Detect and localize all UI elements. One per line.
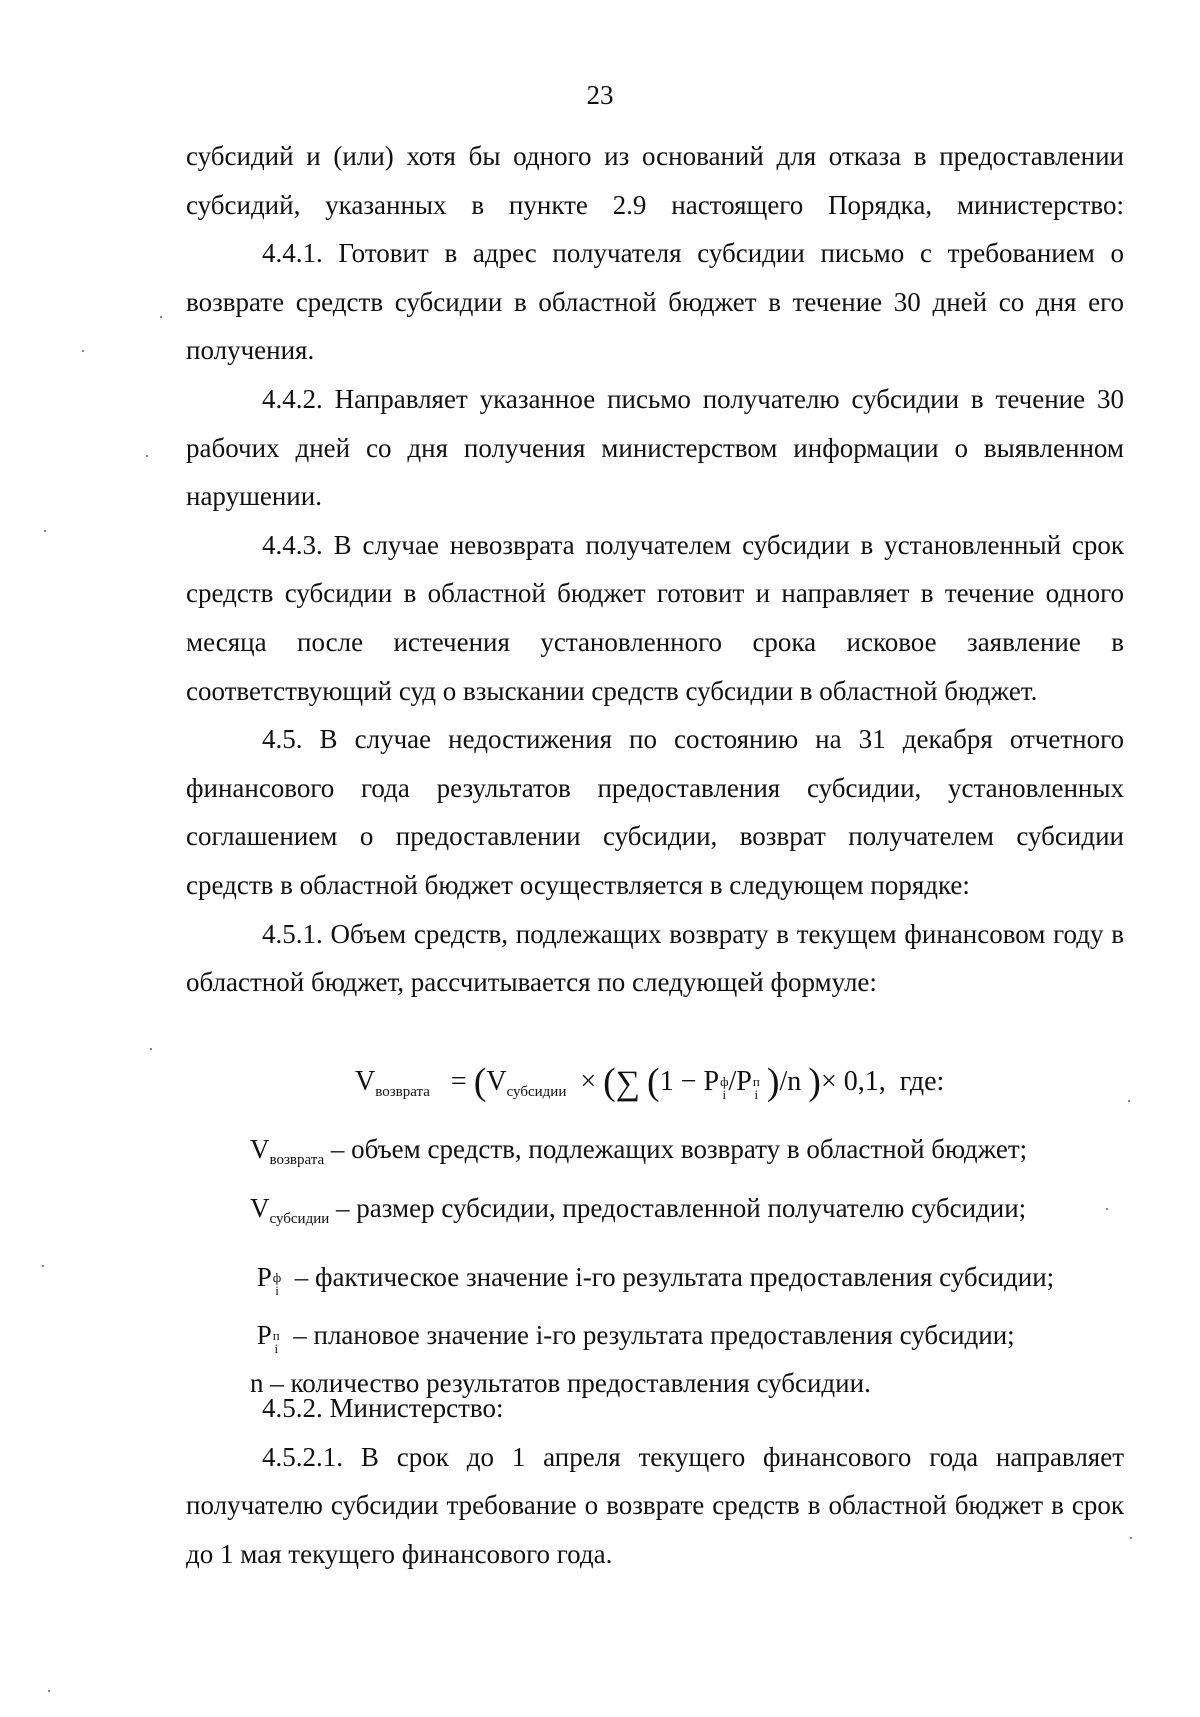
formula-sub-subsidy: субсидии [506,1084,567,1100]
page-number: 23 [586,80,614,110]
paragraph-4-4-2: 4.4.2. Направляет указанное письмо получателю субсидии в течение 30 рабочих дней со дня получения министерством информации о выявленном нарушении. [186,383,1124,512]
legend-p-plan: P п i – плановое значение i-го результата предоставления субсидии; [250,1320,1015,1356]
formula-div-n: /n [779,1066,802,1097]
formula-one-minus-p: 1 − P [659,1066,720,1097]
paragraph-continuation: субсидий и (или) хотя бы одного из оснований для отказа в предоставлении субсидий, указанных в пункте 2.9 настоящего Порядка, министерство: [186,141,1124,220]
scan-speck [82,350,84,352]
scan-speck [42,1265,44,1267]
formula-coefficient: 0,1, [843,1066,886,1097]
formula-pplan-indices: п i [752,1074,760,1102]
legend-p-fact: P ф i – фактическое значение i-го результата предоставления субсидии; [250,1262,1055,1298]
formula-close-paren: ) [766,1061,780,1103]
return-formula [355,1062,944,1112]
formula-v: V [355,1066,376,1097]
scan-speck [44,530,46,532]
formula-v2: V [486,1066,507,1097]
formula-close-paren-2: ) [808,1061,821,1103]
paragraph-4-5: 4.5. В случае недостижения по состоянию на 31 декабря отчетного финансового года результатов предоставления субсидии, установленных соглашением о предоставлении субсидии, возврат получателем субсидии средств в областной бюджет осуществляется в следующем порядке: [186,724,1124,900]
legend-v-subsidy: $V_{субсидии}$ – размер субсидии, предоставленной получателю субсидии; [250,1193,1027,1227]
scan-speck [1130,1537,1132,1539]
formula-legend [250,1125,1130,1407]
paragraph-4-4-1: 4.4.1. Готовит в адрес получателя субсидии письмо с требованием о возврате средств субсидии в областной бюджет в течение 30 дней со дня его получения. [186,238,1124,366]
scan-speck [1106,1208,1108,1210]
formula-sigma: ∑ [615,1065,641,1102]
scan-speck [1128,1100,1130,1102]
formula-times-2: × [820,1066,837,1097]
legend-n: n – количество результатов предоставления субсидии. [250,1368,871,1398]
legend-v-return: $V_{возврата}$ – объем средств, подлежащих возврату в областной бюджет; [250,1134,1028,1168]
formula-equals: = [450,1066,467,1097]
body-text [186,132,1124,1007]
paragraph-4-5-1: 4.5.1. Объем средств, подлежащих возврату в текущем финансовом году в областной бюджет, рассчитывается по следующей формуле: [186,918,1124,998]
paragraph-4-5-2-1: 4.5.2.1. В срок до 1 апреля текущего финансового года направляет получателю субсидии требование о возврате средств в областной бюджет в срок до 1 мая текущего финансового года. [186,1441,1124,1569]
scan-speck [150,1048,152,1050]
formula-open-paren: ( [473,1061,487,1103]
formula-times: × [580,1066,597,1097]
paragraph-4-4-3: 4.4.3. В случае невозврата получателем субсидии в установленный срок средств субсидии в областной бюджет готовит и направляет в течение одного месяца после истечения установленного срока исковое заявление в соответствующий суд о взыскании средств субсидии в областной бюджет. [186,529,1124,706]
formula-pfact-indices: ф i [720,1074,729,1102]
paragraph-4-5-2: 4.5.2. Министерство: [262,1393,504,1423]
scan-speck [146,455,148,457]
scan-speck [160,316,162,318]
scan-speck [48,1690,50,1692]
formula-sub-return: возврата [375,1084,430,1100]
body-text-after-formula [186,1384,1124,1578]
formula-open-paren-3: ( [647,1061,660,1103]
formula-open-paren-2: ( [603,1061,616,1103]
formula-where: где: [899,1066,945,1097]
formula-slash-p: /P [728,1066,752,1097]
